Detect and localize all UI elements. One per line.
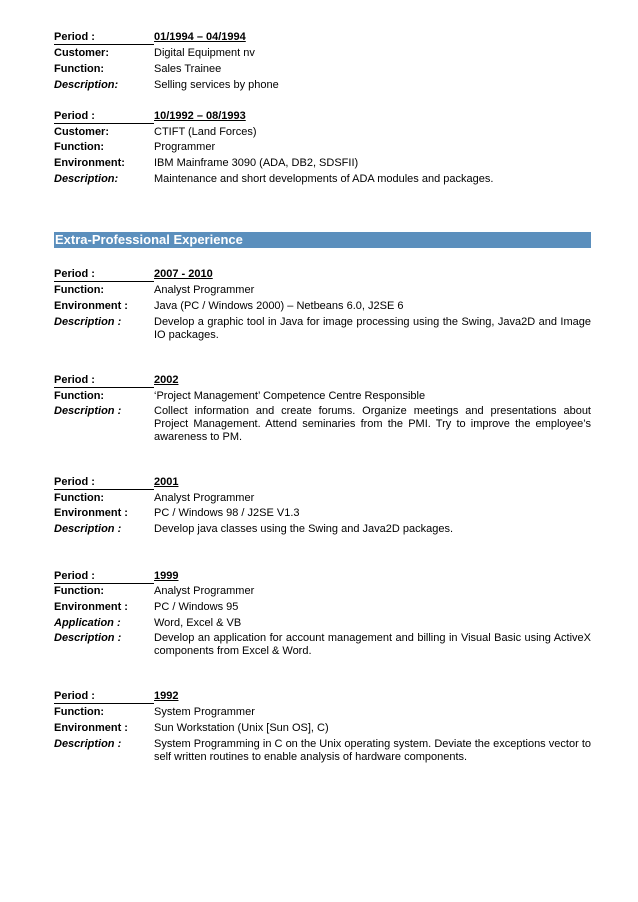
period-label: Period :	[54, 570, 154, 584]
customer-label: Customer:	[54, 126, 110, 138]
environment-value: PC / Windows 95	[154, 601, 239, 613]
description-value: Collect information and create forums. Organize meetings and presentations about Project Management. Attend seminaries from the PMI. Try to improve the employee’s awareness to PM.	[154, 405, 591, 443]
period-label: Period :	[54, 374, 154, 388]
customer-value: CTIFT (Land Forces)	[154, 126, 257, 138]
environment-value: PC / Windows 98 / J2SE V1.3	[154, 507, 300, 519]
environment-label: Environment:	[54, 157, 125, 169]
function-value: Analyst Programmer	[154, 284, 255, 296]
environment-label: Environment :	[54, 722, 128, 734]
description-label: Description :	[54, 523, 122, 535]
environment-label: Environment :	[54, 300, 128, 312]
environment-value: IBM Mainframe 3090 (ADA, DB2, SDSFII)	[154, 157, 359, 169]
function-label: Function:	[54, 706, 105, 718]
period-value: 2002	[154, 374, 179, 386]
section-header: Extra-Professional Experience	[54, 232, 591, 248]
environment-value: Java (PC / Windows 2000) – Netbeans 6.0, J2SE 6	[154, 300, 404, 312]
function-label: Function:	[54, 585, 105, 597]
application-label: Application :	[54, 617, 121, 629]
period-label: Period :	[54, 110, 154, 124]
period-label: Period :	[54, 476, 154, 490]
period-value: 2007 - 2010	[154, 268, 213, 280]
period-value: 1992	[154, 690, 179, 702]
period-value: 2001	[154, 476, 179, 488]
period-value: 01/1994 – 04/1994	[154, 31, 246, 43]
description-label: Description:	[54, 79, 119, 91]
description-value: Develop java classes using the Swing and Java2D packages.	[154, 523, 454, 535]
function-value: Analyst Programmer	[154, 585, 255, 597]
description-value: Maintenance and short developments of ADA modules and packages.	[154, 173, 494, 185]
environment-label: Environment :	[54, 507, 128, 519]
description-value: System Programming in C on the Unix operating system. Deviate the exceptions vector to self written routines to enable analysis of hardware components.	[154, 738, 591, 763]
function-value: Analyst Programmer	[154, 492, 255, 504]
period-label: Period :	[54, 31, 154, 45]
period-label: Period :	[54, 268, 154, 282]
function-label: Function:	[54, 492, 105, 504]
period-label: Period :	[54, 690, 154, 704]
description-value: Develop a graphic tool in Java for image processing using the Swing, Java2D and Image IO packages.	[154, 316, 591, 341]
period-value: 1999	[154, 570, 179, 582]
function-label: Function:	[54, 141, 105, 153]
function-value: System Programmer	[154, 706, 255, 718]
function-value: Programmer	[154, 141, 216, 153]
function-value: Sales Trainee	[154, 63, 222, 75]
description-value: Selling services by phone	[154, 79, 279, 91]
description-label: Description :	[54, 316, 122, 328]
function-label: Function:	[54, 63, 105, 75]
description-value: Develop an application for account management and billing in Visual Basic using ActiveX components from Excel & Word.	[154, 632, 591, 657]
description-label: Description:	[54, 173, 119, 185]
description-label: Description :	[54, 632, 122, 644]
environment-label: Environment :	[54, 601, 128, 613]
application-value: Word, Excel & VB	[154, 617, 242, 629]
function-value: ‘Project Management’ Competence Centre Responsible	[154, 390, 426, 402]
environment-value: Sun Workstation (Unix [Sun OS], C)	[154, 722, 329, 734]
customer-label: Customer:	[54, 47, 110, 59]
description-label: Description :	[54, 405, 122, 417]
function-label: Function:	[54, 284, 105, 296]
description-label: Description :	[54, 738, 122, 750]
function-label: Function:	[54, 390, 105, 402]
period-value: 10/1992 – 08/1993	[154, 110, 246, 122]
customer-value: Digital Equipment nv	[154, 47, 255, 59]
